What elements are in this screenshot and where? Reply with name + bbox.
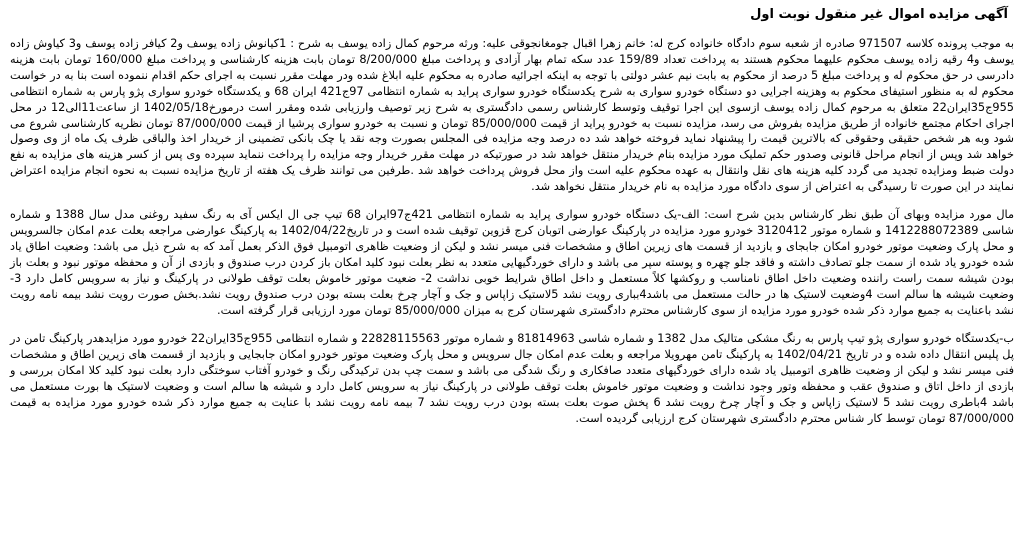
notice-title: آگهی مزایده اموال غیر منقول نوبت اول bbox=[750, 7, 1008, 22]
notice-paragraph-main: به موجب پرونده کلاسه 971507 صادره از شعبه سوم دادگاه خانواده کرج له: خانم زهرا اقبال جومغانجوقی علیه: ورثه مرحوم کمال زاده یوسف به شرح : 1کیانوش زاده یوسف و2 کیافر زاده یوسف و3 کیاوش زاده یوسف و4 رقیه زاده یوسف محکوم علیهما محکوم هستند به پرداخت تعداد 159/89 عدد سکه تمام بهار آزادی و پرداخت مبلغ 8/200/000 تومان بابت هزینه کارشناسی و پرداخت مبلغ 160/000 تومان بابت هزینه دادرسی در حق محکوم له و پرداخت مبلغ 5 درصد از محکوم به بابت نیم عشر دولتی با توجه به اینکه اجرائیه صادره به محکوم علیه ابلاغ شده ودر مهلت مقرر نسبت به اجرای حکم اقدام ننموده است بنا به در خواست محکوم له به منظور استیفای محکوم به وهزینه اجرایی دو دستگاه خودرو سواری به شرح یکدستگاه خودرو سواری پراید به شماره انتظامی 97ج421 ایران 68 و یکدستگاه خودرو سواری پژو پارس به شماره انتظامی 955ج35ایران22 متعلق به مرحوم کمال زاده یوسف ازسوی این اجرا توقیف وتوسط کارشناس رسمی دادگستری به شرح زیر توصیف وارزیابی شده ومقرر است درمورخ1402/05/18 از ساعت11الی12 در محل اجرای احکام مجتمع خانواده از طریق مزایده بفروش می رسد، مزایده نسبت به خودرو پراید از قیمت 85/000/000 تومان و نسبت به خودرو سواری پرشیا از قیمت 87/000/000 تومان نظریه کارشناسی شروع می شود وبه هر شخص حقیقی وحقوقی که بالاترین قیمت را پیشنهاد نماید فروخته خواهد شد ده درصد وجه مزایده فی المجلس بصورت وجه نقد یا چک بانکی تضمینی از خریدار اخذ والباقی ظرف یک ماه از وی وصول خواهد شد وپس از انجام مراحل قانونی وصدور حکم تملیک مورد مزایده بنام خریدار منتقل خواهد شد در صورتیکه در مهلت مقرر خریدار وجه مزایده را پرداخت ننماید سپرده وی پس از کسر هزینه های مزایده به نفع دولت ضبط ومزایده تجدید می گردد کلیه هزینه های نقل وانتقال به عهده محکوم علیه است واز محل فروش پرداخت خواهد شد .طرفین می توانند ظرف یک هفته از تاریخ مزایده نسبت به نحوه انجام مزایده اعتراض نمایند در این صورت تا رسیدگی به اعتراض از سوی دادگاه مورد مزایده به نام خریدار منتقل نخواهد شد. bbox=[10, 37, 1015, 194]
notice-paragraph-vehicle-b: ب-یکدستگاه خودرو سواری پژو تیپ پارس به رنگ مشکی متالیک مدل 1382 و شماره شاسی 81814963 و شماره موتور 22828115563 و شماره انتظامی 955ج35ایران22 خودرو مورد مزایدهدر پارکینگ تامن در پل پلیس انتقال داده شده و در تاریخ 1402/04/21 به پارکینگ تامن مهرویلا مراجعه و بعلت عدم امکان جال سرویس و محل پارک وضعیت موتور خودرو امکان جابجایی و بازدید از قسمت های زیرین اطاق و مشخصات فنی میسر نشد و لیکن از وضعیت ظاهری اتومبیل یاد شده دارای خوردگیهای متعدد صافکاری و رنگ شدگی می باشد و سمت چپ بدن ترکیدگی رنگ و خودرو آفتاب سوختگی دارد بعلت نبود کلید کلا امکان بررسی و بازدی از داخل اتاق و صندوق عقب و محفظه وتور وجود نداشت و وضعیت موتور خاموش بعلت توقف طولانی در پارکینگ نیاز به سرویس کامل دارد و شیشه ها سالم است و وضعیت لاستیک ها بورت مستعمل می باشد 4باطری رویت نشد 5 لاستیک زاپاس و جک و آچار چرخ رویت نشد 6 پخش صوت بعلت بسته بودن درب رویت نشد 7 بیمه نامه رویت نشد با عنایت به جمیع موارد ذکر شده خودرو مورد مزایده به قیمت 87/000/000 تومان توسط کار شناس محترم دادگستری شهرستان کرج ارزیابی گردیده است. bbox=[10, 332, 1015, 425]
notice-paragraph-vehicle-a: مال مورد مزایده وبهای آن طبق نظر کارشناس بدین شرح است: الف-یک دستگاه خودرو سواری پراید به شماره انتظامی 421ج97ایران 68 تیپ جی ال ایکس آی به رنگ سفید روغنی مدل سال 1388 و شماره شاسی 1412288072389 و شماره موتور 3120412 خودرو مورد مزایده در پارکینگ عوارضی اتوبان کرج قزوین توقیف شده است و در تاریخ1402/04/22 به پارکینگ عوارضی مراجعه بعلت عدم امکان جالسرویس و محل پارک وضعیت موتور خودرو امکان جابجای و بازدید از قسمت های زیرین اطاق و مشخصات فنی میسر نشد و لیکن از وضعیت ظاهری اتومبیل فوق الذکر بعمل آمد که به شرح ذیل می باشد: وضعیت اطاق یاد شده خودرو یاد شده از سمت جلو تصادف داشته و فاقد جلو چهره و پوسته سپر می باشد و دارای خوردگیهایی متعدد به نظر بعلت نبود کلید امکان باز کردن درب صندوق و بازدی از آن و محفظه موتور نبود و بعلت باز بودن شیشه سمت راست راننده وضعیت داخل اطاق نامناسب و روکشها کلاً مستعمل و داخل اطاق شرایط خوبی نداشت 2- ضعیت موتور خاموش بعلت توقف طولانی در پارکینگ و نیاز به سرویس کامل دارد 3- وضعیت شیشه ها سالم است 4وضعیت لاستیک ها در حالت مستعمل می باشد4بباری رویت نشد 5لاستیک زاپاس و جک و آچار چرخ بعلت بسته بودن درب صندوق رویت نشد.بخش صورت رویت نشد بیمه نامه رویت نشد باعنایت به جمیع موارد ذکر شده خودرو مورد مزایده از سوی کارشناس محترم دادگستری شهرستان کرج به میزان 85/000/000 تومان مورد ارزیابی قرار گرفته است. bbox=[10, 208, 1015, 317]
